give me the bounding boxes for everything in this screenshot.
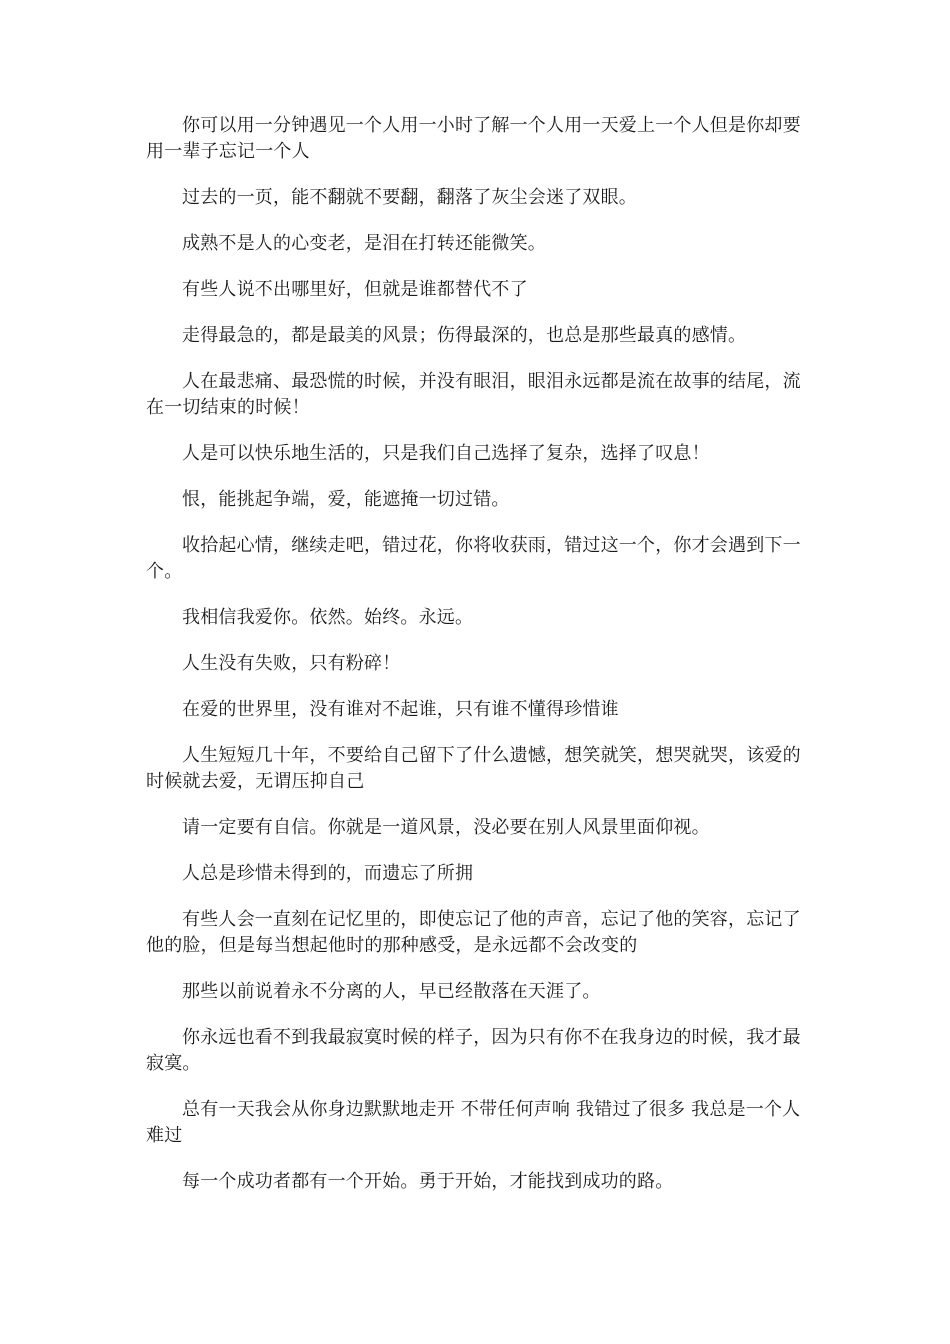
- paragraph: 成熟不是人的心变老，是泪在打转还能微笑。: [182, 233, 546, 254]
- paragraph: 每一个成功者都有一个开始。勇于开始，才能找到成功的路。: [182, 1171, 674, 1192]
- paragraph: 人是可以快乐地生活的，只是我们自己选择了复杂，选择了叹息！: [182, 443, 710, 464]
- paragraph: 人生短短几十年，不要给自己留下了什么遗憾，想笑就笑，想哭就哭，该爱的时候就去爱，无谓压抑自己: [146, 745, 801, 792]
- paragraph: 请一定要有自信。你就是一道风景，没必要在别人风景里面仰视。: [182, 817, 710, 838]
- paragraph: 总有一天我会从你身边默默地走开 不带任何声响 我错过了很多 我总是一个人难过: [146, 1099, 801, 1146]
- paragraph: 那些以前说着永不分离的人，早已经散落在天涯了。: [182, 981, 601, 1002]
- paragraph: 有些人会一直刻在记忆里的，即使忘记了他的声音，忘记了他的笑容，忘记了他的脸，但是每当想起他时的那种感受，是永远都不会改变的: [146, 909, 801, 956]
- paragraph: 恨，能挑起争端，爱，能遮掩一切过错。: [182, 489, 510, 510]
- paragraph: 你永远也看不到我最寂寞时候的样子，因为只有你不在我身边的时候，我才最寂寞。: [146, 1027, 801, 1074]
- paragraph: 有些人说不出哪里好，但就是谁都替代不了: [182, 279, 528, 300]
- paragraph: 过去的一页，能不翻就不要翻，翻落了灰尘会迷了双眼。: [182, 187, 637, 208]
- paragraph: 人总是珍惜未得到的，而遗忘了所拥: [182, 863, 474, 884]
- paragraph: 收拾起心情，继续走吧，错过花，你将收获雨，错过这一个，你才会遇到下一个。: [146, 535, 801, 582]
- paragraph: 人在最悲痛、最恐慌的时候，并没有眼泪，眼泪永远都是流在故事的结尾，流在一切结束的时候！: [146, 371, 801, 418]
- paragraph: 我相信我爱你。依然。始终。永远。: [182, 607, 474, 628]
- paragraph: 你可以用一分钟遇见一个人用一小时了解一个人用一天爱上一个人但是你却要用一辈子忘记一个人: [146, 115, 801, 162]
- paragraph: 在爱的世界里，没有谁对不起谁，只有谁不懂得珍惜谁: [182, 699, 619, 720]
- paragraph: 人生没有失败，只有粉碎！: [182, 653, 401, 674]
- document-body: [146, 113, 808, 1215]
- paragraph: 走得最急的，都是最美的风景；伤得最深的，也总是那些最真的感情。: [182, 325, 747, 346]
